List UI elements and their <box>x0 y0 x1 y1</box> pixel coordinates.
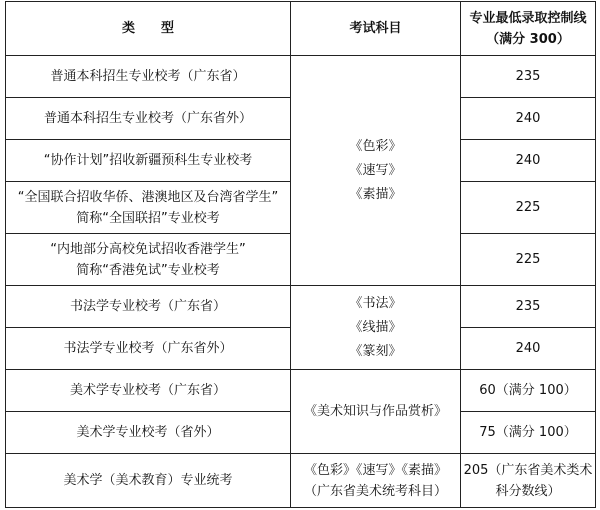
score-header <box>461 2 596 56</box>
score-header-line2: （满分 300） <box>486 31 570 47</box>
score-text: 240 <box>515 152 541 168</box>
subject-text: 《色彩》 <box>349 138 402 154</box>
score-cell <box>461 286 596 328</box>
subjects-cell <box>291 454 461 508</box>
score-text: 240 <box>515 340 541 356</box>
score-cell <box>461 140 596 182</box>
type-text: 美术学专业校考（广东省） <box>69 382 226 398</box>
header-row <box>6 2 596 56</box>
type-header-label: 类 型 <box>121 20 174 36</box>
type-text: 美术学（美术教育）专业统考 <box>63 472 233 488</box>
score-header-line1: 专业最低录取控制线 <box>469 10 587 26</box>
table-row <box>6 286 596 328</box>
table-row <box>6 370 596 412</box>
score-cell <box>461 328 596 370</box>
score-cell <box>461 412 596 454</box>
type-text: 书法学专业校考（广东省外） <box>63 340 233 356</box>
subjects-header-label: 考试科目 <box>349 20 402 36</box>
score-text: 235 <box>515 68 541 84</box>
table-row <box>6 454 596 508</box>
score-text: 240 <box>515 110 541 126</box>
score-cell <box>461 370 596 412</box>
type-text: “协作计划”招收新疆预科生专业校考 <box>43 152 253 168</box>
subject-text: （广东省美术统考科目） <box>303 483 447 499</box>
type-text: 简称“全国联招”专业校考 <box>76 210 220 226</box>
type-text: 普通本科招生专业校考（广东省外） <box>43 110 252 126</box>
type-cell <box>6 454 291 508</box>
type-cell <box>6 140 291 182</box>
type-text: “内地部分高校免试招收香港学生” <box>50 241 246 257</box>
score-text: 60（满分 100） <box>479 382 577 398</box>
type-cell <box>6 286 291 328</box>
type-cell <box>6 56 291 98</box>
score-text: 235 <box>515 298 541 314</box>
type-text: 普通本科招生专业校考（广东省） <box>50 68 246 84</box>
subjects-cell <box>291 286 461 370</box>
score-text: 225 <box>515 251 541 267</box>
subjects-cell <box>291 370 461 454</box>
subject-text: 《篆刻》 <box>349 343 402 359</box>
score-text: 225 <box>515 199 541 215</box>
type-cell <box>6 328 291 370</box>
score-cell <box>461 182 596 234</box>
score-cell <box>461 234 596 286</box>
score-cell <box>461 454 596 508</box>
subject-text: 《速写》 <box>349 162 402 178</box>
subject-text: 《色彩》《速写》《素描》 <box>303 462 447 478</box>
score-text: 205（广东省美术类术 <box>463 462 593 478</box>
type-cell <box>6 98 291 140</box>
score-table <box>5 1 596 508</box>
type-text: 简称“香港免试”专业校考 <box>76 262 220 278</box>
type-cell <box>6 412 291 454</box>
type-header <box>6 2 291 56</box>
score-text: 科分数线） <box>495 483 561 499</box>
subject-text: 《美术知识与作品赏析》 <box>303 403 447 419</box>
score-text: 75（满分 100） <box>479 424 577 440</box>
type-cell <box>6 370 291 412</box>
subject-text: 《素描》 <box>349 186 402 202</box>
table-row <box>6 56 596 98</box>
type-cell <box>6 182 291 234</box>
subject-text: 《线描》 <box>349 319 402 335</box>
score-cell <box>461 56 596 98</box>
score-cell <box>461 98 596 140</box>
type-text: “全国联合招收华侨、港澳地区及台湾省学生” <box>17 189 279 205</box>
type-text: 书法学专业校考（广东省） <box>69 298 226 314</box>
subject-text: 《书法》 <box>349 295 402 311</box>
subjects-header <box>291 2 461 56</box>
subjects-cell <box>291 56 461 286</box>
type-text: 美术学专业校考（省外） <box>76 424 220 440</box>
type-cell <box>6 234 291 286</box>
